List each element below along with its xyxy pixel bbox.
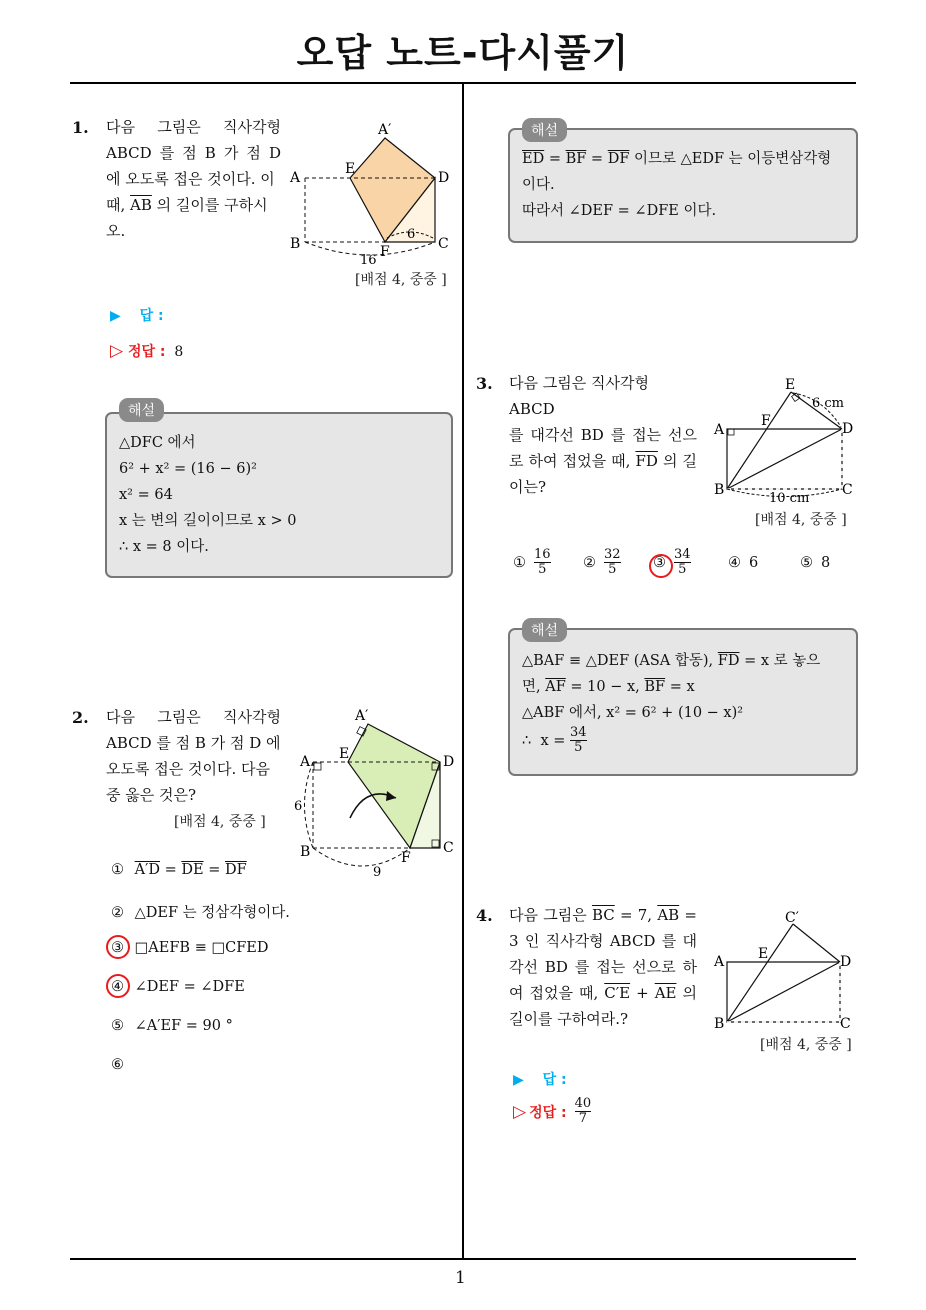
q4-line: 각선 BD 를 접는 선으로 하 bbox=[509, 958, 697, 976]
choice-text: 8 bbox=[821, 554, 831, 571]
choice-text: □AEFB ≡ □CFED bbox=[134, 940, 269, 956]
choice-fraction bbox=[534, 548, 551, 577]
play-icon: ▶ bbox=[110, 308, 121, 324]
choice-number: ④ bbox=[728, 554, 741, 571]
segment-bf: $\overline{BF}$ bbox=[644, 679, 666, 695]
segment-ce: C′E bbox=[604, 984, 631, 1002]
q4-line bbox=[509, 902, 697, 928]
choice-fraction bbox=[674, 548, 691, 577]
q2-label-c: C bbox=[443, 840, 454, 856]
segment-ae: $\overline{AE}$ bbox=[654, 984, 677, 1002]
q3-line3-head: 로 하여 접었을 때, bbox=[509, 452, 636, 470]
q2-label-a: A bbox=[300, 754, 311, 770]
q2-label-9: 9 bbox=[373, 865, 382, 880]
q2-choice-2[interactable] bbox=[111, 901, 290, 940]
q4-figure bbox=[705, 908, 855, 1030]
choice-text: ∠A′EF = 90 ° bbox=[134, 1018, 233, 1034]
q3-solution-text bbox=[522, 648, 852, 755]
q1-line bbox=[106, 192, 281, 218]
segment-bf: $\overline{BF}$ bbox=[565, 151, 587, 167]
q1-correct-row bbox=[110, 341, 183, 361]
solution-line: x² = 64 bbox=[119, 487, 173, 503]
frac-den: 5 bbox=[574, 740, 583, 755]
q4-folded-bc bbox=[727, 924, 793, 1022]
footer-rule bbox=[70, 1258, 856, 1260]
q4-seg: = 7, bbox=[614, 906, 658, 924]
q4-number: 4. bbox=[476, 906, 493, 925]
q4-label-a: A bbox=[714, 954, 725, 970]
q4-seg: 의 bbox=[676, 984, 697, 1002]
q3-label-d: D bbox=[842, 421, 854, 437]
q2-label-e: E bbox=[339, 746, 350, 762]
q2-number: 2. bbox=[72, 708, 89, 727]
page-title: 오답 노트-다시풀기 bbox=[296, 31, 630, 75]
triangle-outline-icon: ▷ bbox=[513, 1101, 527, 1122]
solution-tag: 해설 bbox=[522, 618, 567, 642]
q4-label-cp: C′ bbox=[785, 910, 799, 926]
sol-seg: = x bbox=[665, 679, 695, 695]
q2-choice-3[interactable] bbox=[111, 940, 290, 979]
q1-answer-label: 답 : bbox=[139, 308, 164, 324]
q1-line: ABCD 를 점 B 가 점 D bbox=[106, 144, 281, 162]
choice-text: $A'D = \overline{DE} = \overline{DF}$ bbox=[134, 862, 247, 878]
q3-label-b: B bbox=[714, 482, 725, 498]
solution-line: 따라서 ∠DEF = ∠DFE 이다. bbox=[522, 203, 717, 219]
solution-line: 6² + x² = (16 − 6)² bbox=[119, 461, 257, 477]
segment-ed: $\overline{ED}$ bbox=[522, 151, 545, 167]
triangle-outline-icon: ▷ bbox=[110, 341, 124, 361]
q4-correct-row bbox=[513, 1097, 591, 1126]
segment-fd: $\overline{FD}$ bbox=[717, 653, 740, 669]
q1-label-c: C bbox=[438, 236, 449, 252]
q1-solution-text bbox=[119, 430, 296, 560]
q4-line: 3 인 직사각형 ABCD 를 대 bbox=[509, 932, 697, 950]
q1-number: 1. bbox=[72, 118, 89, 137]
choice-number: ② bbox=[583, 554, 596, 571]
q3-diagonal-bd bbox=[727, 429, 842, 489]
column-divider bbox=[462, 82, 464, 1260]
q3-choice-1[interactable] bbox=[513, 548, 583, 577]
solution-line bbox=[522, 726, 852, 755]
q2-label-b: B bbox=[300, 844, 311, 860]
q3-label-f: F bbox=[761, 413, 771, 429]
q2-right-angle-a bbox=[314, 763, 321, 770]
q4-label-b: B bbox=[714, 1016, 725, 1030]
frac-den: 5 bbox=[678, 562, 687, 577]
choice-number: ① bbox=[513, 554, 526, 571]
q1-line: 에 오도록 접은 것이다. 이 bbox=[106, 170, 275, 188]
choice-number: ③ bbox=[653, 554, 666, 571]
q2-choice-4[interactable] bbox=[111, 979, 290, 1018]
q3-line: 다음 그림은 직사각형 ABCD bbox=[509, 374, 649, 418]
solution-line: 이다. bbox=[522, 177, 555, 193]
q3-line: 를 대각선 BD 를 접는 선으 bbox=[509, 426, 697, 444]
choice-number: ⑥ bbox=[111, 1057, 124, 1073]
q2-line: ABCD 를 점 B 가 점 D 에 bbox=[106, 734, 281, 752]
q3-line3-tail: 의 길 bbox=[657, 452, 697, 470]
frac-num: 34 bbox=[570, 725, 587, 740]
solution-line bbox=[522, 648, 852, 674]
choice-text: ∠DEF = ∠DFE bbox=[134, 979, 245, 995]
solution-fraction bbox=[570, 726, 587, 755]
segment-fd: $\overline{FD}$ bbox=[635, 452, 658, 470]
q1-label-e: E bbox=[345, 161, 356, 177]
q2-question bbox=[106, 704, 281, 808]
q1-line: 다음 그림은 직사각형 bbox=[106, 118, 281, 136]
q3-solution-box bbox=[508, 623, 858, 776]
segment-df: $\overline{DF}$ bbox=[607, 151, 630, 167]
q2-choice-1[interactable] bbox=[111, 862, 290, 901]
q2-label-6: 6 bbox=[294, 799, 303, 814]
frac-num: 32 bbox=[604, 547, 621, 562]
q4-answer-label: 답 : bbox=[542, 1072, 567, 1088]
q4-seg: + bbox=[630, 984, 655, 1002]
sol-seg: ∴ x = bbox=[522, 732, 570, 749]
q4-score: [배점 4, 중중 ] bbox=[760, 1037, 852, 1053]
q1-label-16: 16 bbox=[360, 253, 377, 268]
choice-number: ⑤ bbox=[800, 554, 813, 571]
q4-label-d: D bbox=[840, 954, 852, 970]
choice-text: △DEF 는 정삼각형이다. bbox=[134, 905, 290, 921]
q3-label-a: A bbox=[714, 422, 725, 438]
q3-choice-4[interactable] bbox=[728, 555, 800, 571]
q2-label-ap: A′ bbox=[355, 708, 369, 724]
selected-mark-icon bbox=[106, 935, 130, 959]
frac-num: 16 bbox=[534, 547, 551, 562]
solution-tag: 해설 bbox=[522, 118, 567, 142]
q2-line: 다음 그림은 직사각형 bbox=[106, 708, 281, 726]
q2-label-f: F bbox=[401, 850, 411, 866]
q1-score: [배점 4, 중중 ] bbox=[355, 272, 447, 288]
segment-ab: $\overline{AB}$ bbox=[657, 906, 680, 924]
choice-fraction bbox=[604, 548, 621, 577]
q2-score: [배점 4, 중중 ] bbox=[174, 814, 266, 830]
page-number: 1 bbox=[455, 1268, 466, 1288]
solution-line: ∴ x = 8 이다. bbox=[119, 539, 209, 555]
q2-choices bbox=[111, 862, 290, 1096]
solution-line bbox=[522, 674, 852, 700]
frac-num: 40 bbox=[574, 1096, 592, 1111]
q2-figure bbox=[288, 706, 460, 884]
choice-number: ③ bbox=[111, 940, 124, 956]
choice-number: ④ bbox=[111, 979, 124, 995]
q2-arc-6 bbox=[305, 762, 314, 848]
q2-choice-5[interactable] bbox=[111, 1018, 290, 1057]
q1-line4-tail: 의 길이를 구하시 bbox=[151, 196, 268, 214]
solution-line: △DFC 에서 bbox=[119, 435, 196, 451]
choice-number: ② bbox=[111, 905, 124, 921]
q3-line bbox=[509, 448, 697, 474]
frac-den: 5 bbox=[608, 562, 617, 577]
q4-answer-row bbox=[513, 1069, 567, 1089]
sol-seg: = x 로 놓으 bbox=[739, 653, 821, 669]
frac-den: 7 bbox=[578, 1111, 588, 1126]
selected-mark-icon bbox=[649, 554, 673, 578]
choice-number: ① bbox=[111, 862, 124, 878]
q3-right-angle-a bbox=[728, 429, 734, 435]
q4-line bbox=[509, 980, 697, 1006]
sol-seg: △BAF ≡ △DEF (ASA 합동), bbox=[522, 653, 718, 669]
q1-correct-label: 정답 : bbox=[127, 344, 166, 360]
q2-label-d: D bbox=[443, 754, 455, 770]
q1-line: 오. bbox=[106, 222, 126, 240]
q1-answer-row bbox=[110, 305, 164, 325]
segment-bc: $\overline{BC}$ bbox=[591, 906, 615, 924]
q4-diagonal-bd bbox=[727, 962, 840, 1022]
q3-line: 이는? bbox=[509, 478, 547, 496]
q4-correct-fraction bbox=[575, 1097, 592, 1126]
q1-label-a: A bbox=[290, 170, 301, 186]
q3-folded-be bbox=[727, 392, 791, 489]
q3-choices bbox=[513, 548, 860, 577]
frac-num: 34 bbox=[674, 547, 691, 562]
q2-solution-box bbox=[508, 123, 858, 243]
solution-line1-tail: 이므로 △EDF 는 이등변삼각형 bbox=[629, 151, 832, 167]
q1-correct-value: 8 bbox=[174, 344, 184, 360]
choice-number: ⑤ bbox=[111, 1018, 124, 1034]
sol-seg: 면, bbox=[522, 679, 546, 695]
sol-seg: = 10 − x, bbox=[565, 679, 645, 695]
q1-label-d: D bbox=[438, 170, 450, 186]
q2-solution-text bbox=[522, 146, 852, 224]
q4-seg: 여 접었을 때, bbox=[509, 984, 605, 1002]
q3-number: 3. bbox=[476, 374, 493, 393]
q4-seg: = bbox=[679, 906, 697, 924]
segment-ab: $\overline{AB}$ bbox=[130, 196, 152, 214]
q1-label-f: F bbox=[380, 244, 390, 260]
q4-line: 길이를 구하여라.? bbox=[509, 1010, 629, 1028]
q4-seg: 다음 그림은 bbox=[509, 906, 592, 924]
q1-label-6: 6 bbox=[407, 227, 416, 242]
q2-choice-6[interactable] bbox=[111, 1057, 290, 1096]
q2-line: 오도록 접은 것이다. 다음 bbox=[106, 760, 270, 778]
solution-tag: 해설 bbox=[119, 398, 164, 422]
q1-line4-head: 때, bbox=[106, 196, 131, 214]
q3-label-c: C bbox=[842, 482, 853, 498]
choice-text: 6 bbox=[749, 554, 759, 571]
q3-question bbox=[509, 370, 697, 500]
q3-label-6cm: 6 cm bbox=[812, 396, 845, 411]
q4-correct-label: 정답 : bbox=[529, 1104, 567, 1121]
play-icon: ▶ bbox=[513, 1072, 524, 1088]
q3-choice-2[interactable] bbox=[583, 548, 653, 577]
q1-label-ap: A′ bbox=[378, 122, 392, 138]
q1-question bbox=[106, 114, 281, 244]
segment-af: $\overline{AF}$ bbox=[545, 679, 566, 695]
q3-label-10cm: 10 cm bbox=[769, 491, 810, 504]
q4-folded-cd bbox=[793, 924, 840, 962]
q1-solution-box bbox=[105, 403, 453, 578]
solution-line: x 는 변의 길이이므로 x > 0 bbox=[119, 513, 297, 529]
solution-line: $\overline{ED} = \overline{BF} = \overline{DF}$ 이므로 △EDF 는 이등변삼각형 bbox=[522, 151, 832, 167]
q3-label-e: E bbox=[785, 377, 796, 393]
q1-label-b: B bbox=[290, 236, 301, 252]
q4-label-e: E bbox=[758, 946, 769, 962]
q2-line: 중 옳은 것은? bbox=[106, 786, 197, 804]
frac-den: 5 bbox=[538, 562, 547, 577]
q4-question bbox=[509, 902, 697, 1032]
q2-arc-9 bbox=[313, 848, 410, 866]
selected-mark-icon bbox=[106, 974, 130, 998]
q3-figure bbox=[705, 372, 855, 504]
q1-figure bbox=[285, 118, 460, 270]
q3-choice-5[interactable] bbox=[800, 555, 860, 571]
solution-line: △ABF 에서, x² = 6² + (10 − x)² bbox=[522, 705, 744, 721]
q3-score: [배점 4, 중중 ] bbox=[755, 512, 847, 528]
q4-label-c: C bbox=[840, 1016, 851, 1030]
